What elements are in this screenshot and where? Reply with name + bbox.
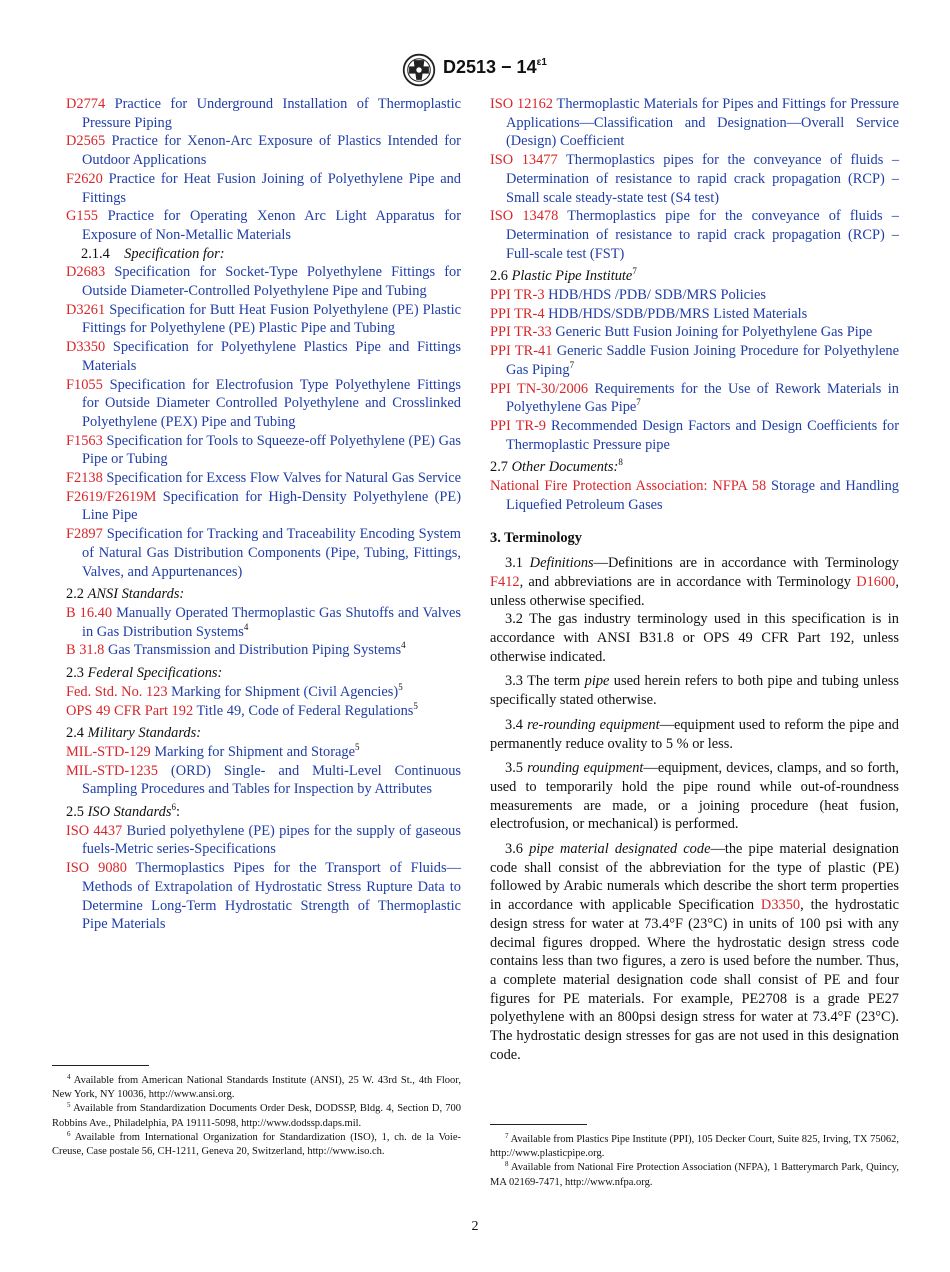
footnote-text: Available from American National Standards Institute (ANSI), 25 W. 43rd St., 4th Floor, New York, NY 10036, http://www.ansi.org. [52, 1075, 462, 1101]
footnote-number: 5 [67, 1101, 71, 1110]
reference-title[interactable]: Buried polyethylene (PE) pipes for the supply of gaseous fuels-Metric series-Specifications [82, 822, 461, 858]
reference-title[interactable]: Gas Transmission and Distribution Piping Systems [108, 642, 402, 659]
reference-code[interactable]: MIL-STD-1235 [66, 762, 158, 779]
reference-code[interactable]: ISO 9080 [66, 860, 127, 877]
section-2-3: 2.3 Federal Specifications: [66, 665, 223, 682]
reference-spec-5[interactable] [66, 469, 461, 488]
reference-spec-4[interactable] [66, 432, 461, 469]
reference-code[interactable]: F2897 [66, 526, 103, 543]
footnote-text: Available from Plastics Pipe Institute (PPI), 105 Decker Court, Suite 825, Irving, TX 75062, http://www.plasticpipe.org. [490, 1134, 899, 1160]
document-designation: $D2513 - 14^{\varepsilon 1}$ [443, 57, 547, 77]
reference-military-1[interactable] [66, 762, 461, 799]
reference-spec-1[interactable] [66, 301, 461, 338]
reference-title[interactable]: Specification for Electrofusion Type Polyethylene Fittings for Outside Diameter Controlled Polyethylene and Crosslinked Polyethylene (PEX) Pipe and Tubing [82, 376, 461, 430]
right-column [490, 95, 899, 1064]
reference-title[interactable]: Generic Butt Fusion Joining for Polyethylene Gas Pipe [555, 324, 873, 341]
reference-code[interactable]: F1563 [66, 432, 103, 449]
reference-code[interactable]: Fed. Std. No. 123 [66, 683, 168, 700]
reference-code[interactable]: ISO 12162 [490, 96, 553, 112]
reference-code[interactable]: D2774 [66, 96, 106, 112]
reference-code[interactable]: PPI TR-41 [490, 343, 553, 360]
reference-code[interactable]: D3261 [66, 301, 106, 318]
reference-code[interactable]: ISO 4437 [66, 822, 123, 839]
reference-title[interactable]: Thermoplastics pipe for the conveyance of fluids – Determination of resistance to rapid crack propagation (RCP) – Full-scale test (FST) [506, 208, 899, 262]
reference-title[interactable]: Practice for Heat Fusion Joining of Polyethylene Pipe and Fittings [82, 170, 461, 206]
para-3-2: 3.2 The gas industry terminology used in this specification is in accordance with ANSI B31.8 or OPS 49 CFR Part 192, unless otherwise indicated. [490, 611, 899, 665]
reference-military-0[interactable] [66, 743, 461, 762]
footnote [52, 1131, 461, 1159]
reference-title[interactable]: Specification for Polyethylene Plastics Pipe and Fittings Materials [82, 339, 461, 374]
reference-ppi-4[interactable] [490, 380, 899, 417]
reference-spec-0[interactable] [66, 263, 461, 300]
reference-title[interactable]: Manually Operated Thermoplastic Gas Shutoffs and Valves in Gas Distribution Systems [82, 604, 461, 640]
reference-1[interactable] [66, 132, 461, 169]
section-2-2: 2.2 ANSI Standards: [66, 586, 185, 603]
footnotes-right [490, 1133, 899, 1190]
reference-title[interactable]: Specification for High-Density Polyethylene (PE) Line Pipe [82, 488, 461, 524]
footnote-marker: 4 [243, 621, 249, 632]
para-3-3: 3.3 The term pipe used herein refers to both pipe and tubing unless specifically stated otherwise. [490, 673, 899, 709]
reference-iso-0[interactable] [66, 822, 461, 859]
reference-title[interactable]: Practice for Operating Xenon Arc Light Apparatus for Exposure of Non-Metallic Materials [82, 208, 461, 243]
footnote [490, 1161, 899, 1189]
reference-title[interactable]: Specification for Tracking and Traceability Encoding System of Natural Gas Distribution Components (Pipe, Tubing, Fittings, Valves, and Appurtenances) [82, 526, 461, 580]
footnote-marker: 5 [398, 681, 403, 692]
reference-iso-r-1[interactable] [490, 151, 899, 207]
reference-title[interactable]: Marking for Shipment and Storage [154, 743, 355, 760]
reference-code[interactable]: B 16.40 [66, 604, 113, 621]
reference-code[interactable]: F2138 [66, 470, 103, 487]
reference-code[interactable]: B 31.8 [66, 642, 105, 659]
footnote-marker: 5 [355, 741, 360, 752]
reference-title[interactable]: Generic Saddle Fusion Joining Procedure for Polyethylene Gas Piping [506, 343, 899, 378]
reference-title[interactable]: Thermoplastics Pipes for the Transport of Fluids—Methods of Extrapolation of Hydrostatic Stress Rupture Data to Determine Long-Term Hydrostatic Strength of Thermoplastic Pipe Materials [82, 860, 461, 933]
footnote-rule-left [52, 1065, 149, 1066]
footnote-rule-right [490, 1124, 587, 1125]
footnote-text: Available from National Fire Protection Association (NFPA), 1 Batterymarch Park, Quincy, MA 02169-7471, http://www.nfpa.org. [490, 1162, 899, 1188]
section-2-6: 2.6 Plastic Pipe Institute$^7$ [490, 266, 637, 285]
reference-federal-1[interactable] [66, 702, 461, 721]
left-column [66, 95, 461, 934]
page-header [0, 58, 950, 88]
reference-title[interactable]: Thermoplastics pipes for the conveyance of fluids – Determination of resistance to rapid crack propagation (RCP) – Small scale steady-state test (S4 test) [506, 152, 900, 206]
para-3-1: 3.1 Definitions—Definitions are in accordance with Terminology F412, and abbreviations are in accordance with Terminology D1600, unless otherwise specified. [490, 555, 899, 609]
footnote-marker: 7 [636, 397, 641, 408]
reference-code[interactable]: PPI TR-3 [490, 287, 545, 304]
section-2-4: 2.4 Military Standards: [66, 725, 201, 742]
reference-title[interactable]: Marking for Shipment (Civil Agencies) [171, 683, 399, 700]
reference-3[interactable] [66, 207, 461, 244]
reference-title[interactable]: Practice for Xenon-Arc Exposure of Plastics Intended for Outdoor Applications [82, 133, 461, 169]
reference-ppi-3[interactable] [490, 342, 899, 379]
reference-title[interactable]: Specification for Tools to Squeeze-off Polyethylene (PE) Gas Pipe or Tubing [82, 432, 461, 468]
footnote-marker: 5 [413, 700, 418, 711]
reference-title[interactable]: HDB/HDS /PDB/ SDB/MRS Policies [548, 287, 767, 304]
reference-title[interactable]: Title 49, Code of Federal Regulations [196, 702, 414, 719]
reference-title[interactable]: Requirements for the Use of Rework Materials in Polyethylene Gas Pipe [506, 380, 899, 416]
reference-2[interactable] [66, 170, 461, 207]
reference-spec-2[interactable] [66, 338, 461, 375]
reference-spec-6[interactable] [66, 488, 461, 525]
footnote-number: 4 [67, 1073, 71, 1081]
reference-code[interactable]: D2683 [66, 264, 106, 281]
footnote [52, 1102, 461, 1130]
footnotes-left [52, 1074, 461, 1159]
reference-code[interactable]: G155 [66, 208, 98, 225]
reference-0[interactable] [66, 95, 461, 132]
reference-ppi-2[interactable] [490, 323, 899, 342]
footnote-text: Available from Standardization Documents Order Desk, DODSSP, Bldg. 4, Section D, 700 Robbins Ave., Philadelphia, PA 19111-5098, http://www.dodssp.daps.mil. [52, 1103, 462, 1129]
reference-title[interactable]: Specification for Butt Heat Fusion Polyethylene (PE) Plastic Fittings for Polyethylene (PE) Plastic Pipe and Tubing [82, 301, 461, 337]
reference-title[interactable]: Recommended Design Factors and Design Coefficients for Thermoplastic Pressure pipe [506, 417, 899, 453]
footnote [52, 1074, 461, 1102]
astm-logo-icon [401, 52, 437, 88]
section-2-5: 2.5 ISO Standards$^6$: [66, 802, 180, 821]
para-3-5: 3.5 rounding equipment—equipment, devices, clamps, and so forth, used to temporarily hold the pipe round while out-of-roundness measurements are made, or a joining procedure (heat fusion, electrofusion, or mechanical) is performed. [490, 760, 899, 833]
reference-title[interactable]: (ORD) Single- and Multi-Level Continuous Sampling Procedures and Tables for Inspection by Attributes [82, 762, 461, 798]
link-d1600[interactable]: D1600 [856, 573, 896, 590]
link-d3350[interactable]: D3350 [760, 897, 801, 914]
reference-code[interactable]: ISO 13478 [490, 208, 559, 225]
footnote [490, 1133, 899, 1161]
footnote-marker: 4 [401, 640, 406, 651]
reference-nfpa[interactable]: National Fire Protection Association: NFPA 58 Storage and Handling Liquefied Petroleum Gases [490, 478, 899, 513]
link-f412[interactable]: F412 [490, 573, 520, 590]
reference-code[interactable]: PPI TN-30/2006 [490, 380, 589, 397]
reference-title[interactable]: Thermoplastic Materials for Pipes and Fittings for Pressure Applications—Classification and Designation—Overall Service (Design) Coefficient [506, 96, 899, 150]
reference-title[interactable]: Specification for Excess Flow Valves for Natural Gas Service [106, 470, 462, 487]
reference-code[interactable]: F1055 [66, 376, 103, 393]
footnote-number: 7 [505, 1132, 509, 1140]
reference-code[interactable]: F2619/F2619M [66, 488, 157, 505]
section-2-1-4: 2.1.4 Specification for: [81, 245, 225, 262]
reference-code[interactable]: F2620 [66, 170, 103, 187]
reference-spec-3[interactable] [66, 376, 461, 432]
reference-code[interactable]: D2565 [66, 133, 106, 150]
reference-ansi-1[interactable] [66, 641, 461, 660]
footnote-marker: 7 [569, 359, 575, 370]
terminology-heading: 3. Terminology [490, 530, 582, 547]
reference-title[interactable]: HDB/HDS/SDB/PDB/MRS Listed Materials [548, 305, 808, 322]
reference-iso-1[interactable] [66, 859, 461, 934]
reference-title[interactable]: Specification for Socket-Type Polyethylene Fittings for Outside Diameter-Controlled Polyethylene Pipe and Tubing [82, 264, 461, 300]
reference-title[interactable]: Practice for Underground Installation of Thermoplastic Pressure Piping [82, 96, 461, 131]
footnote-number: 6 [67, 1129, 71, 1138]
reference-code[interactable]: PPI TR-4 [490, 305, 545, 322]
reference-ppi-1[interactable] [490, 305, 899, 324]
reference-ansi-0[interactable] [66, 604, 461, 641]
footnote-number: 8 [505, 1160, 509, 1169]
page-number: 2 [471, 1219, 479, 1234]
reference-code[interactable]: ISO 13477 [490, 152, 558, 169]
section-2-7: 2.7 Other Documents:$^8$ [490, 457, 623, 476]
reference-ppi-0[interactable] [490, 286, 899, 305]
reference-code[interactable]: PPI TR-9 [490, 417, 546, 434]
reference-code[interactable]: MIL-STD-129 [66, 743, 151, 760]
para-3-4: 3.4 re-rounding equipment—equipment used to reform the pipe and permanently reduce ovality to 5 % or less. [490, 716, 899, 752]
reference-code[interactable]: OPS 49 CFR Part 192 [66, 702, 194, 719]
reference-federal-0[interactable] [66, 683, 461, 702]
para-3-6: 3.6 pipe material designated code—the pipe material designation code shall consist of the abbreviation for the type of plastic (PE) followed by Arabic numerals which describe the short term properties in accordance with applicable Specification D3350, the hydrostatic design stress for water at 73.4°F (23°C) in units of 100 psi with any decimal figures dropped. Where the hydrostatic design stress code contains less than two figures, a zero is used before the number. Thus, a complete material designation code shall consist of PE and four figures for PE materials. For example, PE2708 is a grade PE27 polyethylene with an 800psi design stress for water at 73.4°F (23°C). The hydrostatic design stresses for gas are not used in this designation code. [490, 841, 899, 1063]
reference-ppi-5[interactable] [490, 417, 899, 454]
reference-spec-7[interactable] [66, 525, 461, 581]
reference-iso-r-0[interactable] [490, 95, 899, 151]
reference-code[interactable]: PPI TR-33 [490, 324, 552, 341]
reference-code[interactable]: D3350 [66, 339, 106, 356]
reference-iso-r-2[interactable] [490, 207, 899, 263]
footnote-text: Available from International Organization for Standardization (ISO), 1, ch. de la Voie-Creuse, Case postale 56, CH-1211, Geneva 20, Switzerland, http://www.iso.ch. [52, 1131, 462, 1158]
